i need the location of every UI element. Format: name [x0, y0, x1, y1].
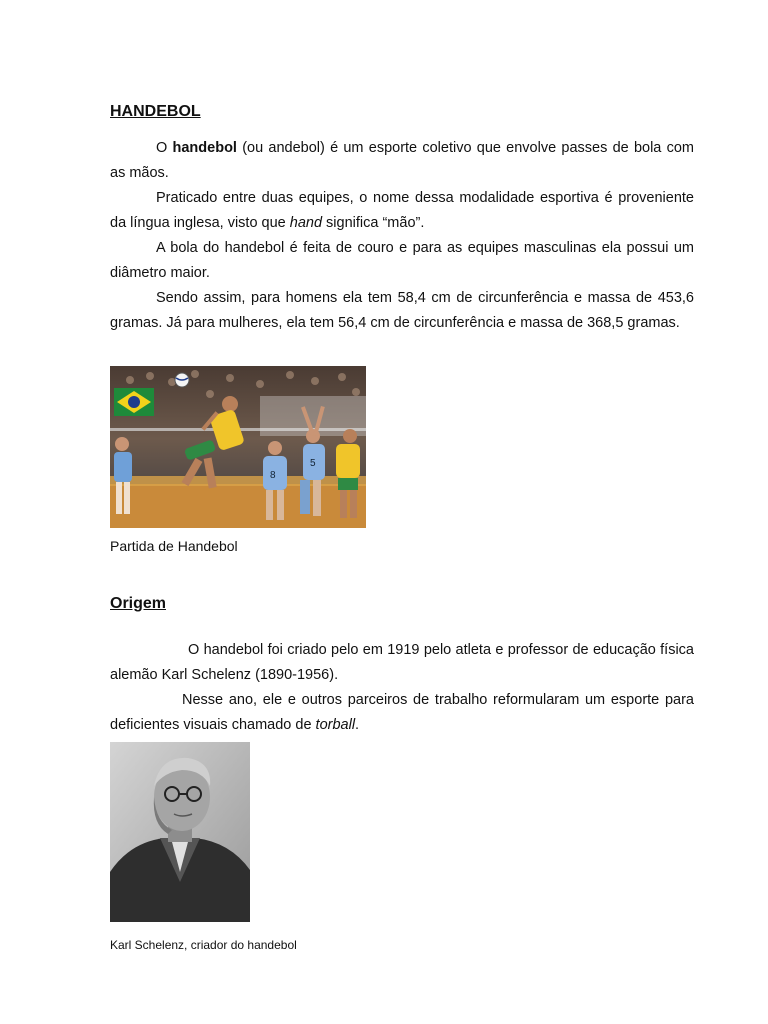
match-photo-caption: Partida de Handebol — [110, 538, 238, 554]
section-title-origem: Origem — [110, 595, 167, 612]
handebol-bold: handebol — [172, 140, 237, 156]
paragraph-intro — [110, 136, 694, 186]
paragraph-name-origin — [110, 186, 694, 236]
paragraph-ball: A bola do handebol é feita de couro e para as equipes masculinas ela possui um diâmetro maior. — [110, 240, 694, 281]
schelenz-photo-caption: Karl Schelenz, criador do handebol — [110, 938, 297, 952]
paragraph-intro-pre: O — [156, 140, 173, 156]
paragraph-intro-post: (ou andebol) é um esporte coletivo que envolve passes de bola com as mãos. — [110, 140, 694, 181]
paragraph-torball-pre: Nesse ano, ele e outros parceiros de trabalho reformularam um esporte para deficientes visuais chamado de — [110, 692, 694, 733]
handball-match-photo — [110, 366, 366, 528]
hand-italic: hand — [289, 215, 323, 231]
paragraph-name-origin-post: significa “mão”. — [322, 215, 425, 231]
karl-schelenz-photo — [110, 742, 250, 922]
torball-italic: torball — [315, 717, 356, 733]
paragraph-ball-specs: Sendo assim, para homens ela tem 58,4 cm de circunferência e massa de 453,6 gramas. Já para mulheres, ela tem 56,4 cm de circunferência e massa de 368,5 gramas. — [110, 290, 694, 331]
svg-text:5: 5 — [310, 458, 316, 469]
paragraph-torball — [110, 688, 694, 738]
paragraph-origin: O handebol foi criado pelo em 1919 pelo atleta e professor de educação física alemão Karl Schelenz (1890-1956). — [110, 642, 694, 683]
paragraph-torball-post: . — [355, 717, 360, 733]
paragraph-name-origin-pre: Praticado entre duas equipes, o nome dessa modalidade esportiva é proveniente da língua inglesa, visto que — [110, 190, 694, 231]
svg-text:8: 8 — [270, 470, 276, 481]
section-title-handebol: HANDEBOL — [110, 103, 201, 120]
